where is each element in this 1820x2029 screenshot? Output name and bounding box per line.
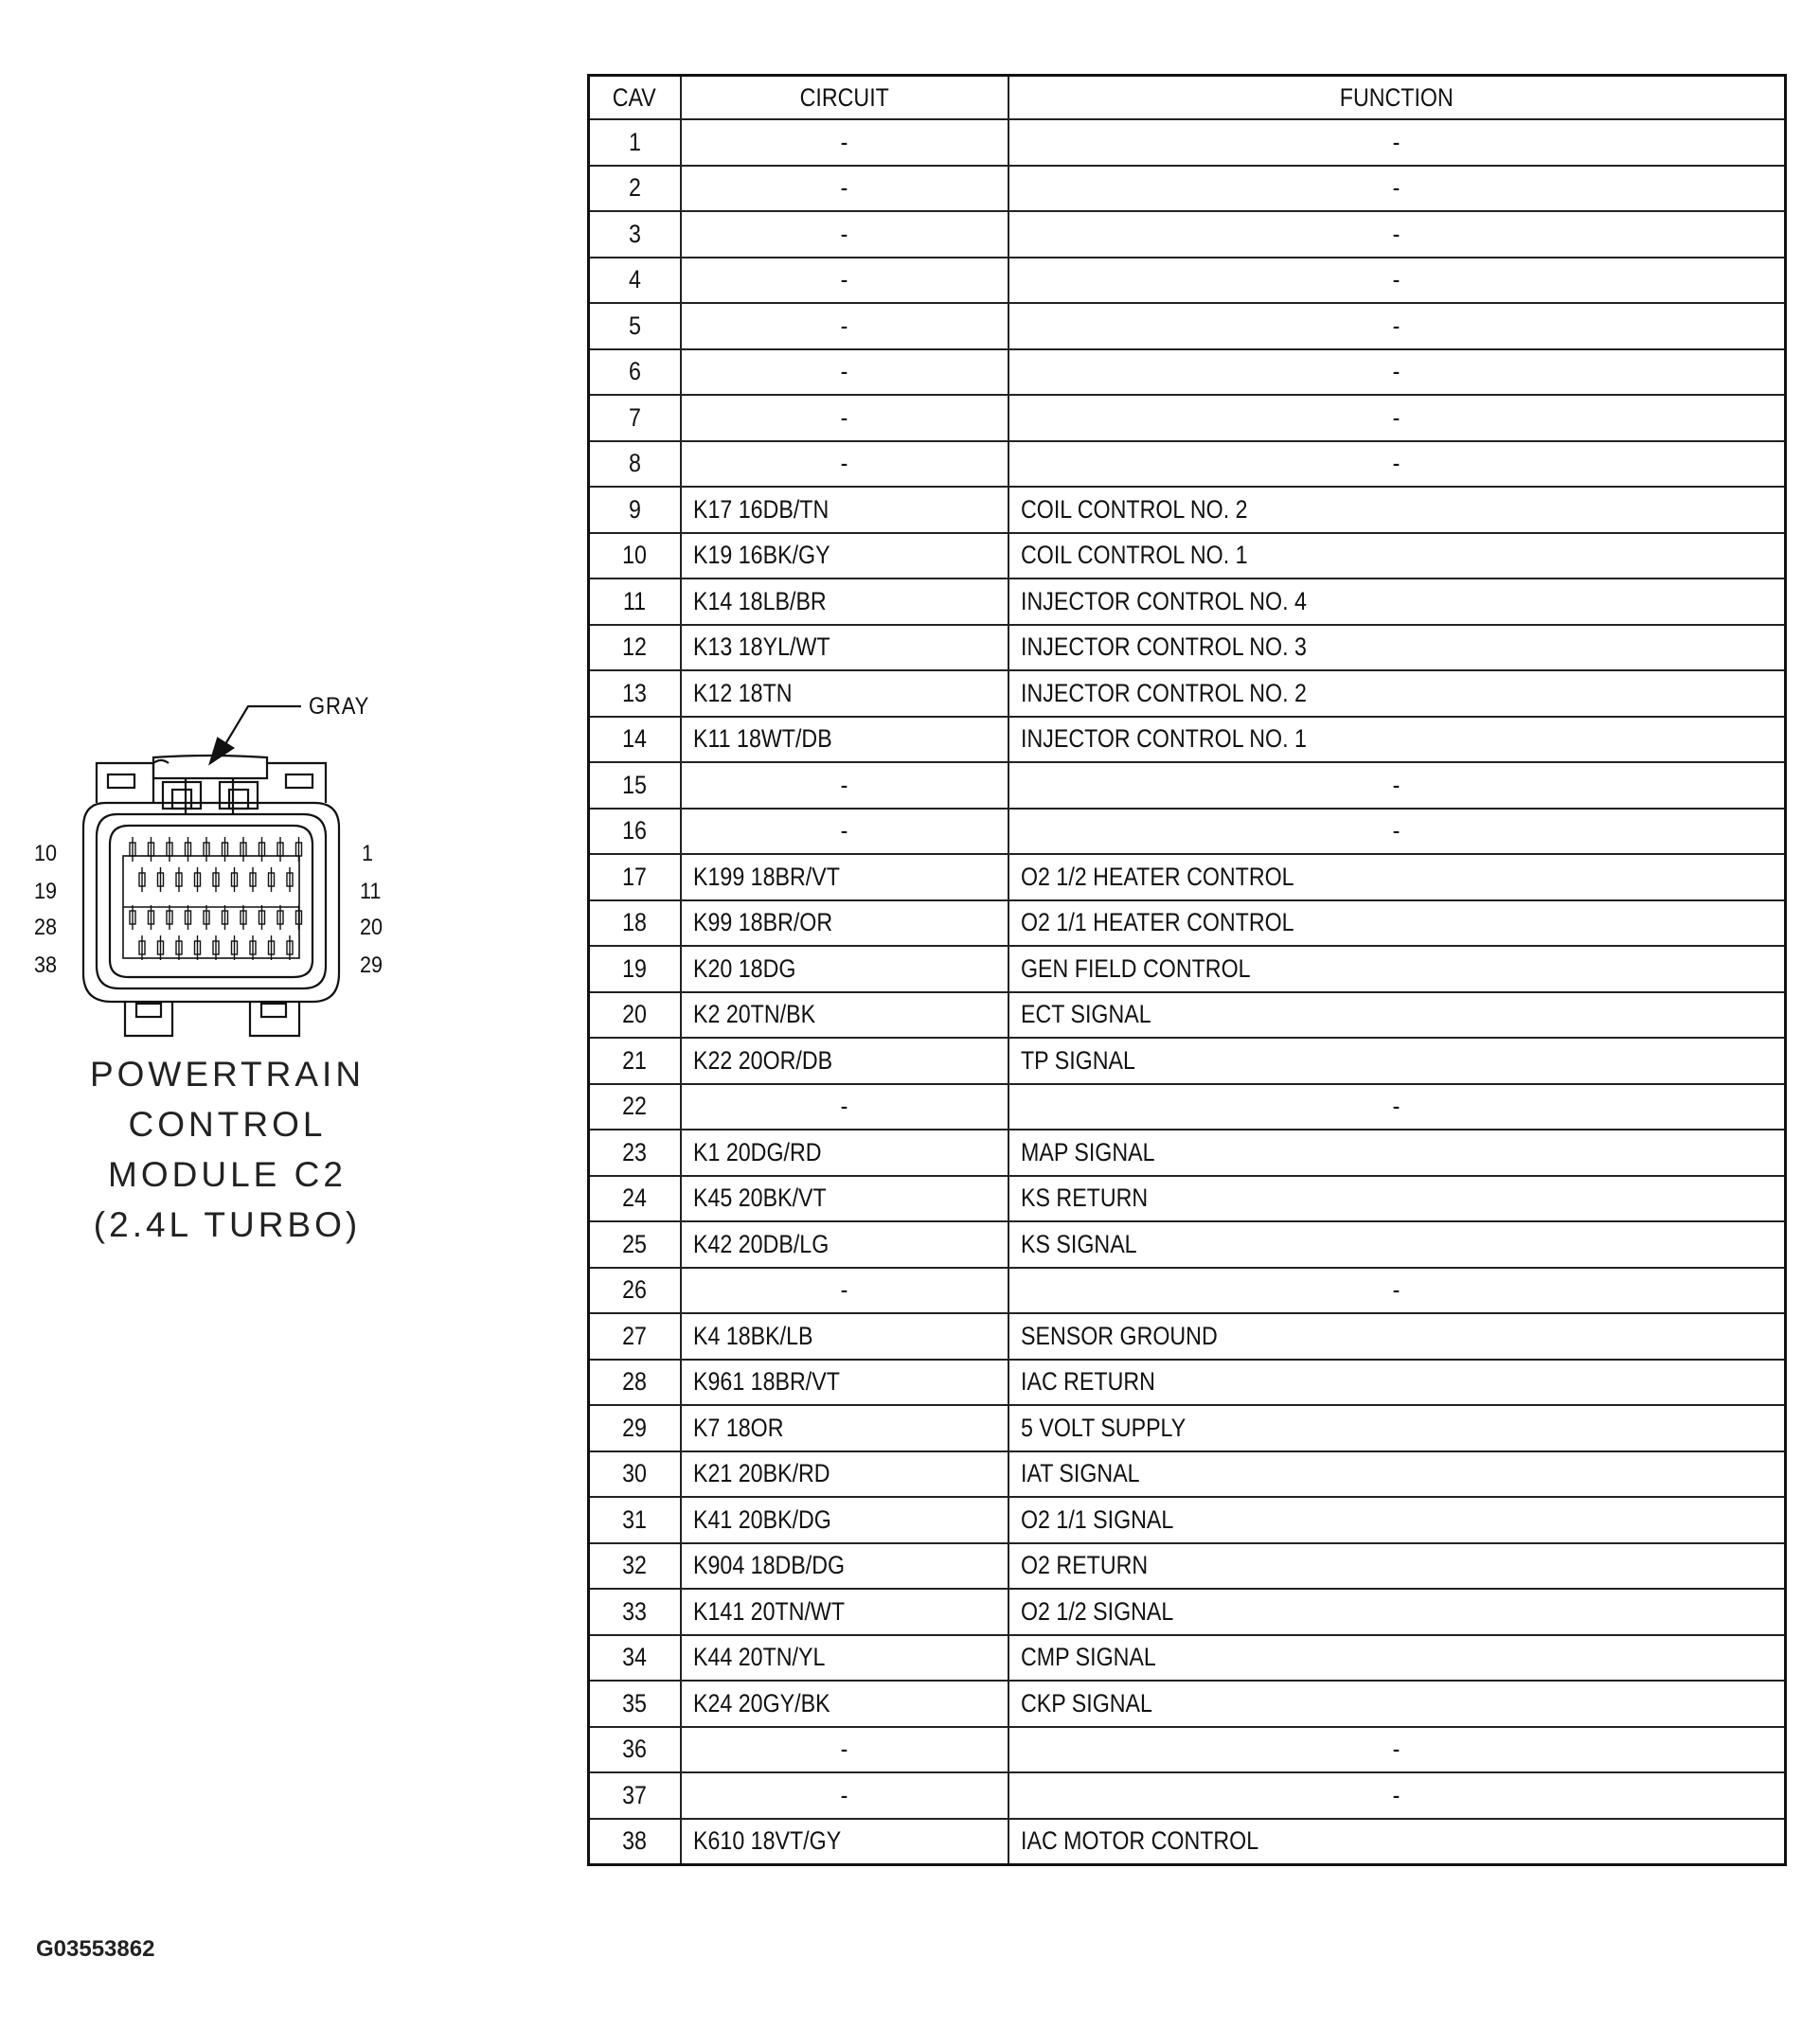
- cav-cell: 22: [589, 1084, 681, 1130]
- cav-cell: 26: [589, 1268, 681, 1314]
- circuit-cell: -: [681, 349, 1008, 396]
- pin-label-right: 29: [360, 952, 384, 978]
- circuit-cell: K12 18TN: [681, 670, 1008, 717]
- circuit-cell: -: [681, 1772, 1008, 1819]
- circuit-cell: K4 18BK/LB: [681, 1313, 1008, 1360]
- table-row: [589, 211, 1786, 258]
- caption-line: (2.4L TURBO): [93, 1205, 362, 1244]
- function-cell: O2 1/2 SIGNAL: [1008, 1589, 1786, 1635]
- cav-cell: 10: [589, 533, 681, 579]
- cav-cell: 21: [589, 1038, 681, 1084]
- cav-cell: 4: [589, 258, 681, 304]
- cav-cell: 33: [589, 1589, 681, 1635]
- cav-cell: 19: [589, 946, 681, 992]
- function-cell: KS SIGNAL: [1008, 1221, 1786, 1268]
- table-row: [589, 119, 1786, 166]
- table-row: [589, 1405, 1786, 1451]
- circuit-cell: K961 18BR/VT: [681, 1360, 1008, 1406]
- function-cell: -: [1008, 1268, 1786, 1314]
- cav-cell: 5: [589, 303, 681, 349]
- table-row: [589, 1360, 1786, 1406]
- circuit-cell: K1 20DG/RD: [681, 1130, 1008, 1176]
- table-row: [589, 1130, 1786, 1176]
- function-cell: -: [1008, 211, 1786, 258]
- table-row: [589, 1497, 1786, 1543]
- pin-label-right: 11: [360, 879, 382, 904]
- caption-line: POWERTRAIN: [89, 1055, 366, 1094]
- cav-cell: 31: [589, 1497, 681, 1543]
- table-row: [589, 1819, 1786, 1865]
- circuit-cell: K99 18BR/OR: [681, 900, 1008, 947]
- table-row: [589, 946, 1786, 992]
- connector-pin-table: [587, 74, 1787, 1866]
- table-row: [589, 1635, 1786, 1682]
- table-row: [589, 1038, 1786, 1084]
- circuit-cell: -: [681, 1084, 1008, 1130]
- function-cell: COIL CONTROL NO. 2: [1008, 487, 1786, 533]
- table-row: [589, 1268, 1786, 1314]
- function-cell: ECT SIGNAL: [1008, 992, 1786, 1039]
- function-cell: -: [1008, 258, 1786, 304]
- circuit-cell: K14 18LB/BR: [681, 578, 1008, 625]
- table-row: [589, 258, 1786, 304]
- cav-cell: 23: [589, 1130, 681, 1176]
- cav-cell: 9: [589, 487, 681, 533]
- table-row: [589, 487, 1786, 533]
- circuit-cell: -: [681, 395, 1008, 441]
- cav-cell: 6: [589, 349, 681, 396]
- function-cell: TP SIGNAL: [1008, 1038, 1786, 1084]
- table-row: [589, 809, 1786, 855]
- cav-cell: 17: [589, 854, 681, 900]
- cav-cell: 16: [589, 809, 681, 855]
- figure-id: G03553862: [36, 1936, 155, 1962]
- connector-color-label: GRAY: [309, 693, 370, 720]
- circuit-cell: K904 18DB/DG: [681, 1543, 1008, 1590]
- pin-label-left: 10: [34, 841, 58, 866]
- table-row: [589, 166, 1786, 212]
- circuit-cell: -: [681, 809, 1008, 855]
- function-cell: -: [1008, 166, 1786, 212]
- table-row: [589, 854, 1786, 900]
- cav-cell: 11: [589, 578, 681, 625]
- table-row: [589, 1543, 1786, 1590]
- table-row: [589, 1084, 1786, 1130]
- cav-cell: 12: [589, 625, 681, 671]
- pin-label-right: 1: [362, 841, 374, 866]
- table-row: [589, 900, 1786, 947]
- circuit-cell: K13 18YL/WT: [681, 625, 1008, 671]
- pin-label-left: 19: [34, 879, 58, 904]
- cav-cell: 15: [589, 762, 681, 809]
- circuit-cell: K24 20GY/BK: [681, 1681, 1008, 1727]
- table-body: [589, 119, 1786, 1865]
- function-cell: -: [1008, 1084, 1786, 1130]
- table-row: [589, 625, 1786, 671]
- table-row: [589, 1681, 1786, 1727]
- pin-label-left: 28: [34, 915, 58, 940]
- cav-cell: 32: [589, 1543, 681, 1590]
- circuit-cell: -: [681, 119, 1008, 166]
- circuit-cell: -: [681, 441, 1008, 488]
- function-cell: INJECTOR CONTROL NO. 4: [1008, 578, 1786, 625]
- function-cell: -: [1008, 1772, 1786, 1819]
- cav-cell: 3: [589, 211, 681, 258]
- table-row: [589, 441, 1786, 488]
- cav-cell: 27: [589, 1313, 681, 1360]
- function-cell: O2 RETURN: [1008, 1543, 1786, 1590]
- header-cav: CAV: [589, 76, 681, 120]
- cav-cell: 14: [589, 717, 681, 763]
- cav-cell: 8: [589, 441, 681, 488]
- function-cell: -: [1008, 1727, 1786, 1773]
- circuit-cell: -: [681, 762, 1008, 809]
- circuit-cell: K42 20DB/LG: [681, 1221, 1008, 1268]
- connector-caption: [38, 1049, 417, 1250]
- cav-cell: 13: [589, 670, 681, 717]
- table-row: [589, 1313, 1786, 1360]
- function-cell: O2 1/1 SIGNAL: [1008, 1497, 1786, 1543]
- cav-cell: 29: [589, 1405, 681, 1451]
- table-row: [589, 1589, 1786, 1635]
- function-cell: -: [1008, 441, 1786, 488]
- table-row: [589, 1221, 1786, 1268]
- circuit-cell: -: [681, 1268, 1008, 1314]
- table-row: [589, 670, 1786, 717]
- cav-cell: 7: [589, 395, 681, 441]
- function-cell: SENSOR GROUND: [1008, 1313, 1786, 1360]
- cav-cell: 34: [589, 1635, 681, 1682]
- cav-cell: 20: [589, 992, 681, 1039]
- function-cell: IAC RETURN: [1008, 1360, 1786, 1406]
- table-row: [589, 303, 1786, 349]
- table-row: [589, 578, 1786, 625]
- circuit-cell: K141 20TN/WT: [681, 1589, 1008, 1635]
- function-cell: 5 VOLT SUPPLY: [1008, 1405, 1786, 1451]
- circuit-cell: K11 18WT/DB: [681, 717, 1008, 763]
- function-cell: IAT SIGNAL: [1008, 1451, 1786, 1498]
- circuit-cell: K22 20OR/DB: [681, 1038, 1008, 1084]
- cav-cell: 30: [589, 1451, 681, 1498]
- cav-cell: 2: [589, 166, 681, 212]
- circuit-cell: K21 20BK/RD: [681, 1451, 1008, 1498]
- circuit-cell: K199 18BR/VT: [681, 854, 1008, 900]
- cav-cell: 38: [589, 1819, 681, 1865]
- function-cell: INJECTOR CONTROL NO. 3: [1008, 625, 1786, 671]
- function-cell: -: [1008, 349, 1786, 396]
- function-cell: CKP SIGNAL: [1008, 1681, 1786, 1727]
- connector-drawing: [0, 0, 587, 1060]
- circuit-cell: K41 20BK/DG: [681, 1497, 1008, 1543]
- cav-cell: 35: [589, 1681, 681, 1727]
- table-row: [589, 992, 1786, 1039]
- cav-cell: 1: [589, 119, 681, 166]
- function-cell: IAC MOTOR CONTROL: [1008, 1819, 1786, 1865]
- pin-label-left: 38: [34, 952, 58, 978]
- function-cell: -: [1008, 119, 1786, 166]
- circuit-cell: -: [681, 258, 1008, 304]
- table-row: [589, 717, 1786, 763]
- circuit-cell: K45 20BK/VT: [681, 1176, 1008, 1222]
- circuit-cell: -: [681, 1727, 1008, 1773]
- cav-cell: 36: [589, 1727, 681, 1773]
- connector-body: [83, 803, 339, 1002]
- function-cell: INJECTOR CONTROL NO. 1: [1008, 717, 1786, 763]
- circuit-cell: -: [681, 303, 1008, 349]
- caption-line: MODULE C2: [108, 1155, 347, 1194]
- circuit-cell: K19 16BK/GY: [681, 533, 1008, 579]
- cav-cell: 28: [589, 1360, 681, 1406]
- circuit-cell: K20 18DG: [681, 946, 1008, 992]
- pin-label-right: 20: [360, 915, 384, 940]
- header-function: FUNCTION: [1008, 76, 1786, 120]
- circuit-cell: -: [681, 166, 1008, 212]
- table-row: [589, 762, 1786, 809]
- cav-cell: 25: [589, 1221, 681, 1268]
- circuit-cell: K17 16DB/TN: [681, 487, 1008, 533]
- connector-feet: [125, 1002, 299, 1036]
- function-cell: -: [1008, 809, 1786, 855]
- cav-cell: 37: [589, 1772, 681, 1819]
- function-cell: COIL CONTROL NO. 1: [1008, 533, 1786, 579]
- table-row: [589, 349, 1786, 396]
- circuit-cell: K44 20TN/YL: [681, 1635, 1008, 1682]
- function-cell: INJECTOR CONTROL NO. 2: [1008, 670, 1786, 717]
- cav-cell: 18: [589, 900, 681, 947]
- function-cell: CMP SIGNAL: [1008, 1635, 1786, 1682]
- function-cell: KS RETURN: [1008, 1176, 1786, 1222]
- function-cell: MAP SIGNAL: [1008, 1130, 1786, 1176]
- function-cell: O2 1/1 HEATER CONTROL: [1008, 900, 1786, 947]
- table-row: [589, 1451, 1786, 1498]
- color-leader-arrow: [210, 706, 301, 763]
- table-row: [589, 533, 1786, 579]
- caption-line: CONTROL: [128, 1105, 327, 1144]
- function-cell: O2 1/2 HEATER CONTROL: [1008, 854, 1786, 900]
- circuit-cell: -: [681, 211, 1008, 258]
- function-cell: -: [1008, 303, 1786, 349]
- circuit-cell: K7 18OR: [681, 1405, 1008, 1451]
- table-row: [589, 395, 1786, 441]
- table-row: [589, 1772, 1786, 1819]
- table-row: [589, 1176, 1786, 1222]
- circuit-cell: K2 20TN/BK: [681, 992, 1008, 1039]
- cav-cell: 24: [589, 1176, 681, 1222]
- function-cell: GEN FIELD CONTROL: [1008, 946, 1786, 992]
- header-circuit: CIRCUIT: [681, 76, 1008, 120]
- connector-latch: [97, 756, 326, 814]
- table-row: [589, 1727, 1786, 1773]
- function-cell: -: [1008, 395, 1786, 441]
- circuit-cell: K610 18VT/GY: [681, 1819, 1008, 1865]
- table-header-row: [589, 76, 1786, 120]
- function-cell: -: [1008, 762, 1786, 809]
